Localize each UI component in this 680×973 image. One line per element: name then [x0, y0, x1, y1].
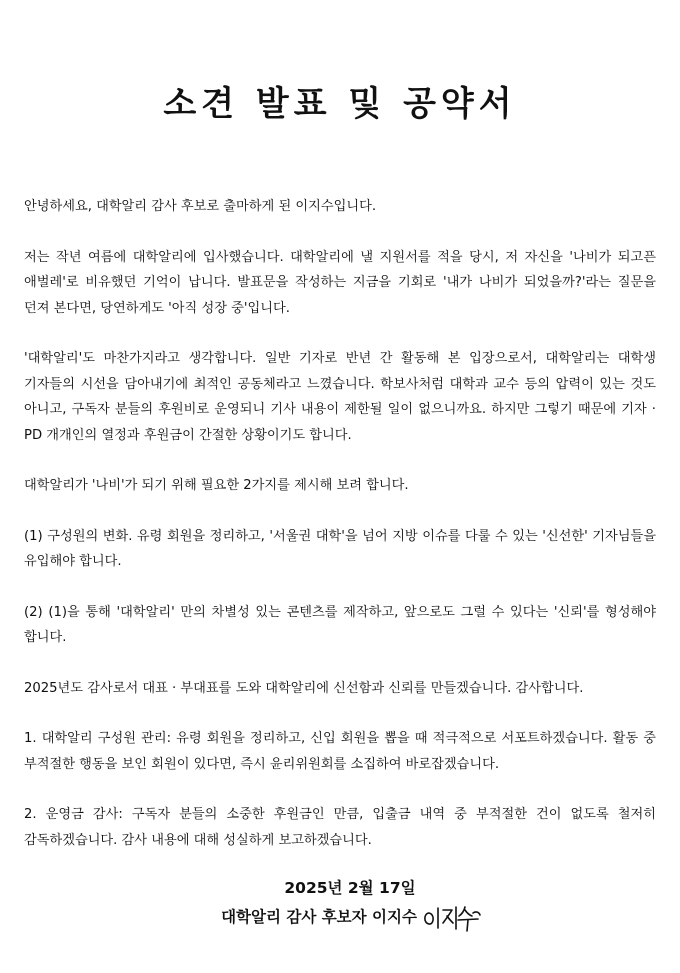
paragraph-background: 저는 작년 여름에 대학알리에 입사했습니다. 대학알리에 낼 지원서를 적을 당시, 저 자신을 '나비가 되고픈 애벌레'로 비유했던 기억이 납니다. 발표문을 작성하는 지금을 기회로 '내가 나비가 되었을까?'라는 질문을 던져 본다면, 당연하게도 '아직 성장 중'입니다. [24, 249, 656, 316]
paragraph-proposal-1: (1) 구성원의 변화. 유령 회원을 정리하고, '서울권 대학'을 넘어 지방 이슈를 다룰 수 있는 '신선한' 기자님들을 유입해야 합니다. [24, 528, 656, 569]
paragraph-greeting: 안녕하세요, 대학알리 감사 후보로 출마하게 된 이지수입니다. [24, 199, 377, 214]
paragraph-proposal-2: (2) (1)을 통해 '대학알리' 만의 차별성 있는 콘텐츠를 제작하고, 앞으로도 그럴 수 있다는 '신뢰'를 형성해야 합니다. [24, 604, 656, 645]
paragraph-community: '대학알리'도 마찬가지라고 생각합니다. 일반 기자로 반년 간 활동해 본 입장으로서, 대학알리는 대학생 기자들의 시선을 담아내기에 최적인 공동체라고 느꼈습니다. 학보사처럼 대학과 교수 등의 압력이 있는 것도 아니고, 구독자 분들의 후원비로 운영되니 기사 내용이 제한될 일이 없으니까요. 하지만 그렇기 때문에 기자 · PD 개개인의 열정과 후원금이 간절한 상황이기도 합니다. [24, 351, 656, 443]
paragraph-closing: 2025년도 감사로서 대표 · 부대표를 도와 대학알리에 신선함과 신뢰를 만들겠습니다. 감사합니다. [24, 680, 584, 696]
document-date: 2025년 2월 17일 [284, 879, 416, 897]
document-title: 소견 발표 및 공약서 [163, 84, 517, 124]
document-body [24, 194, 656, 878]
handwritten-signature [421, 901, 483, 933]
paragraph-pledge-1: 1. 대학알리 구성원 관리: 유령 회원을 정리하고, 신입 회원을 뽑을 때 적극적으로 서포트하겠습니다. 활동 중 부적절한 행동을 보인 회원이 있다면, 즉시 윤리위원회를 소집하여 바로잡겠습니다. [24, 731, 656, 772]
paragraph-proposal-intro: 대학알리가 '나비'가 되기 위해 필요한 2가지를 제시해 보려 합니다. [24, 478, 409, 493]
paragraph-pledge-2: 2. 운영금 감사: 구독자 분들의 소중한 후원금인 만큼, 입출금 내역 중 부적절한 건이 없도록 철저히 감독하겠습니다. 감사 내용에 대해 성실하게 보고하겠습니다. [24, 807, 656, 848]
document-footer [0, 874, 680, 932]
signer-line [24, 902, 680, 932]
signer-name: 대학알리 감사 후보자 이지수 [221, 908, 417, 926]
